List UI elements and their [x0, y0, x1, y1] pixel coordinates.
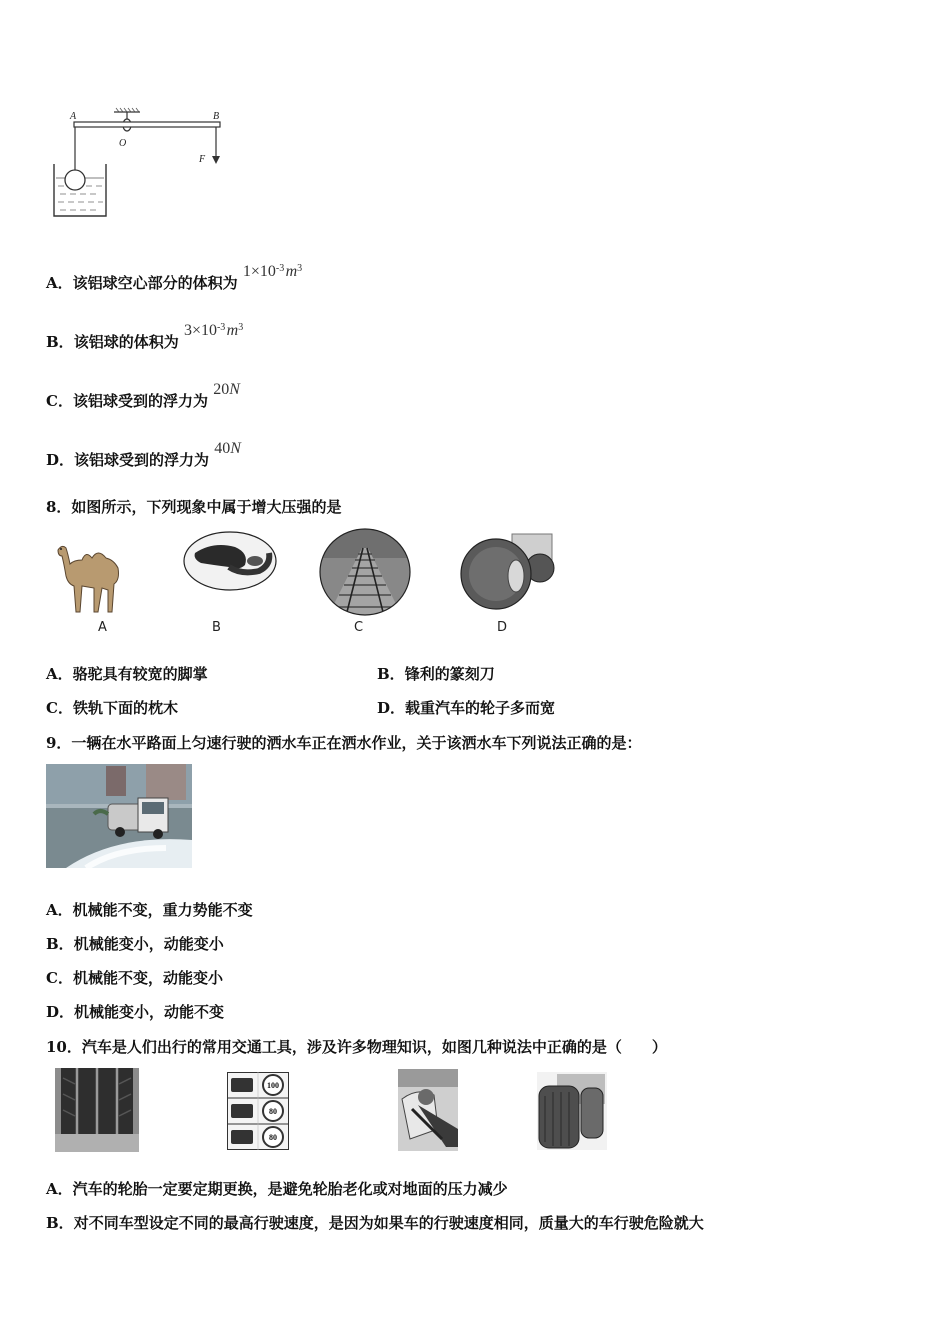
q10-option-b[interactable]: [46, 1213, 704, 1233]
camel-image: [52, 540, 126, 620]
option-label: C．: [46, 699, 73, 717]
option-text: 机械能不变，重力势能不变: [72, 901, 253, 919]
option-label: D．: [46, 451, 75, 469]
image-label-d: D: [497, 620, 508, 635]
image-label-b: B: [212, 620, 221, 635]
q7-option-c[interactable]: [46, 381, 240, 412]
truck-wheels-image: [537, 1072, 607, 1150]
q8-option-c[interactable]: [46, 698, 178, 718]
formula: $1\times 10^{-3}$ $m^3$: [242, 263, 303, 280]
speed-sign-3: 80: [269, 1133, 277, 1142]
q7-option-d[interactable]: [46, 440, 241, 471]
q7-option-b[interactable]: [46, 322, 244, 353]
tire-tread-image: [55, 1068, 139, 1152]
lever-diagram: [48, 106, 238, 220]
sprinkler-truck-image: [46, 764, 192, 868]
speed-sign-1: 100: [267, 1081, 279, 1090]
option-text: 该铝球受到的浮力为: [72, 392, 208, 410]
q8-option-d[interactable]: [377, 698, 555, 718]
option-label: C．: [46, 392, 73, 410]
lever-label-f: F: [199, 154, 206, 165]
option-label: D．: [46, 1003, 75, 1021]
option-text: 机械能不变，动能变小: [72, 969, 223, 987]
option-text: 锋利的篆刻刀: [404, 665, 495, 683]
option-text: 骆驼具有较宽的脚掌: [72, 665, 208, 683]
option-text: 机械能变小，动能不变: [74, 1003, 225, 1021]
option-label: C．: [46, 969, 73, 987]
q8-option-a[interactable]: [46, 664, 208, 684]
option-label: A．: [46, 665, 73, 683]
option-label: B．: [46, 935, 74, 953]
q10-option-a[interactable]: [46, 1179, 508, 1199]
formula: $3\times 10^{-3}$ $m^3$: [183, 322, 244, 339]
carving-knife-image: [183, 531, 277, 591]
q9-option-d[interactable]: [46, 1002, 224, 1022]
q9-option-c[interactable]: [46, 968, 223, 988]
option-label: B．: [46, 333, 74, 351]
truck-wheel-image: [460, 528, 556, 616]
speed-sign-2: 80: [269, 1107, 277, 1116]
option-label: A．: [46, 901, 73, 919]
image-label-c: C: [354, 620, 364, 635]
option-label: A．: [46, 274, 73, 292]
option-text: 该铝球空心部分的体积为: [72, 274, 238, 292]
option-label: B．: [46, 1214, 74, 1232]
railroad-image: [318, 528, 412, 616]
airbag-image: [398, 1069, 458, 1151]
formula: 20N: [213, 381, 240, 398]
formula: 40N: [214, 440, 241, 457]
q9-option-a[interactable]: [46, 900, 253, 920]
lever-label-b: B: [213, 111, 220, 122]
q10-stem: 10．汽车是人们出行的常用交通工具，涉及许多物理知识，如图几种说法中正确的是（ ）: [46, 1038, 667, 1056]
option-text: 汽车的轮胎一定要定期更换，是避免轮胎老化或对地面的压力减少: [72, 1180, 508, 1198]
option-text: 该铝球受到的浮力为: [74, 451, 210, 469]
q7-option-a[interactable]: [46, 263, 303, 294]
lever-label-a: A: [70, 111, 77, 122]
q9-option-b[interactable]: [46, 934, 224, 954]
option-label: A．: [46, 1180, 73, 1198]
option-label: B．: [377, 665, 405, 683]
q9-stem: 9．一辆在水平路面上匀速行驶的洒水车正在洒水作业，关于该洒水车下列说法正确的是：: [46, 734, 642, 752]
image-label-a: A: [98, 620, 107, 635]
speed-limit-sign-image: [227, 1072, 289, 1150]
option-text: 该铝球的体积为: [73, 333, 179, 351]
q8-option-b[interactable]: [377, 664, 495, 684]
option-text: 机械能变小，动能变小: [73, 935, 224, 953]
q8-stem: 8．如图所示，下列现象中属于增大压强的是: [46, 498, 342, 516]
option-label: D．: [377, 699, 406, 717]
option-text: 载重汽车的轮子多而宽: [405, 699, 556, 717]
lever-label-o: O: [119, 138, 127, 149]
option-text: 对不同车型设定不同的最高行驶速度，是因为如果车的行驶速度相同，质量大的车行驶危险就大: [73, 1214, 704, 1232]
option-text: 铁轨下面的枕木: [72, 699, 178, 717]
